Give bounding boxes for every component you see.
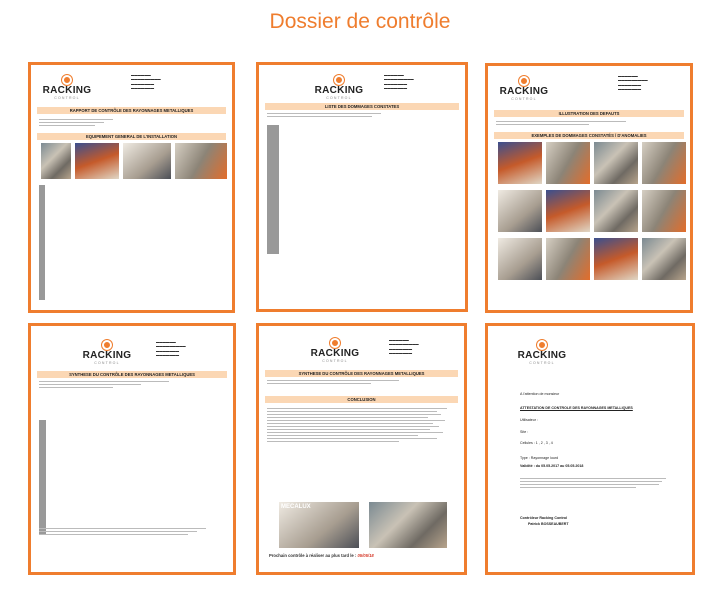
house-icon	[102, 340, 112, 350]
report-info-lines	[39, 117, 224, 128]
house-icon	[537, 340, 547, 350]
warehouse-photo-1	[41, 143, 71, 179]
notes-lines	[39, 526, 225, 537]
equipment-banner: EQUIPEMENT GENERAL DE L'INSTALLATION	[37, 133, 226, 140]
signature-title: Contrôleur Racking Control	[520, 516, 568, 520]
defect-photo-4	[642, 142, 686, 184]
user-line: Utilisateur :	[520, 418, 538, 422]
defect-photo-10	[546, 238, 590, 280]
attestation-body	[520, 476, 674, 490]
logo-name: RACKING	[82, 350, 132, 361]
racking-control-logo	[305, 338, 365, 364]
site-line: Site :	[520, 430, 529, 434]
logo-sub: CONTROL	[529, 361, 555, 365]
document-page-attestation[interactable]	[485, 323, 695, 575]
type-line: Type : Rayonnage lourd	[520, 456, 559, 460]
racking-control-logo	[37, 75, 97, 101]
logo-sub: CONTROL	[322, 359, 348, 363]
address-block: ▬▬▬▬▬▬ ▬▬▬▬▬▬▬▬▬ ▬▬▬▬▬▬▬ ▬▬▬▬▬▬▬	[389, 338, 419, 356]
damage-table	[267, 125, 279, 254]
warehouse-photo-3	[123, 143, 171, 179]
synthesis-banner: SYNTHESE DU CONTRÔLE DES RAYONNAGES METALLIQUES	[265, 370, 458, 377]
defect-photo-6	[546, 190, 590, 232]
address-block: ▬▬▬▬▬▬ ▬▬▬▬▬▬▬▬▬ ▬▬▬▬▬▬▬ ▬▬▬▬▬▬▬	[131, 73, 161, 91]
defect-photo-9	[498, 238, 542, 280]
validity-line: Validité : du 05.05.2017 au 05.05.2018	[520, 464, 584, 468]
defect-photo-5	[498, 190, 542, 232]
info-lines	[496, 119, 682, 127]
rack-label-photo	[369, 502, 447, 548]
document-page-report[interactable]	[28, 62, 235, 313]
defect-photo-12	[642, 238, 686, 280]
logo-sub: CONTROL	[54, 96, 80, 100]
racking-control-logo	[494, 76, 554, 102]
defect-photo-8	[642, 190, 686, 232]
address-block: ▬▬▬▬▬▬ ▬▬▬▬▬▬▬▬▬ ▬▬▬▬▬▬▬ ▬▬▬▬▬▬▬	[618, 74, 648, 92]
synthesis-banner: SYNTHESE DU CONTRÔLE DES RAYONNAGES METALLIQUES	[37, 371, 227, 378]
house-icon	[334, 75, 344, 85]
document-page-illustration[interactable]	[485, 63, 693, 313]
info-lines	[267, 378, 456, 386]
logo-name: RACKING	[314, 85, 364, 96]
house-icon	[330, 338, 340, 348]
logo-name: RACKING	[499, 86, 549, 97]
logo-name: RACKING	[42, 85, 92, 96]
defect-photo-2	[546, 142, 590, 184]
logo-sub: CONTROL	[326, 96, 352, 100]
logo-name: RACKING	[517, 350, 567, 361]
house-icon	[519, 76, 529, 86]
logo-sub: CONTROL	[94, 361, 120, 365]
document-page-synthesis[interactable]	[28, 323, 236, 575]
conclusion-banner: CONCLUSION	[265, 396, 458, 403]
defect-photo-3	[594, 142, 638, 184]
defect-photo-1	[498, 142, 542, 184]
next-control-line	[269, 553, 374, 558]
logo-sub: CONTROL	[511, 97, 537, 101]
racking-control-logo	[512, 340, 572, 366]
cells-line: Cellules : 1 , 2 , 3 , 4	[520, 441, 553, 445]
next-control-label: Prochain contrôle à réaliser au plus tard le :	[269, 553, 357, 558]
page-title: Dossier de contrôle	[269, 10, 451, 33]
document-page-conclusion[interactable]	[256, 323, 467, 575]
salutation: A l'attention de monsieur	[520, 392, 560, 396]
info-lines	[267, 111, 457, 119]
equipment-table	[39, 185, 45, 300]
warehouse-photo-4	[175, 143, 227, 179]
report-banner: RAPPORT DE CONTRÔLE DES RAYONNAGES METALLIQUES	[37, 107, 226, 114]
mecalux-label: MECALUX	[281, 504, 311, 510]
warehouse-photo-2	[75, 143, 119, 179]
address-block: ▬▬▬▬▬▬ ▬▬▬▬▬▬▬▬▬ ▬▬▬▬▬▬▬ ▬▬▬▬▬▬▬	[384, 73, 414, 91]
info-lines	[39, 379, 225, 390]
conclusion-text	[267, 406, 456, 444]
logo-name: RACKING	[310, 348, 360, 359]
illustration-banner: ILLUSTRATION DES DEFAUTS	[494, 110, 684, 117]
attestation-heading: ATTESTATION DE CONTROLE DES RAYONNAGES METALLIQUES	[520, 406, 633, 410]
defect-photo-7	[594, 190, 638, 232]
address-block: ▬▬▬▬▬▬ ▬▬▬▬▬▬▬▬▬ ▬▬▬▬▬▬▬ ▬▬▬▬▬▬▬	[156, 340, 186, 358]
synthesis-table	[39, 420, 46, 535]
defect-photo-11	[594, 238, 638, 280]
document-page-damage-list[interactable]	[256, 62, 468, 312]
signature-name: Patrick BOSSEAUBERT	[528, 522, 569, 526]
examples-banner: EXEMPLES DE DOMMAGES CONSTATÉS / D'ANOMALIES	[494, 132, 684, 139]
damage-list-banner: LISTE DES DOMMAGES CONSTATES	[265, 103, 459, 110]
next-control-date: 05/05/18	[357, 553, 374, 558]
house-icon	[62, 75, 72, 85]
racking-control-logo	[309, 75, 369, 101]
racking-control-logo	[77, 340, 137, 366]
